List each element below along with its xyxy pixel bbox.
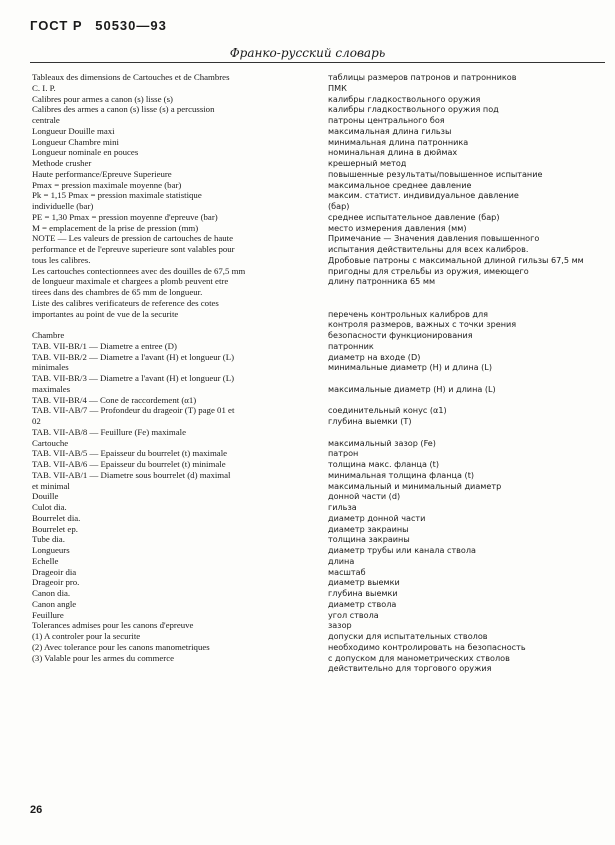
french-term-line: TAB. VII-AB/7 — Profondeur du drageoir (T) page 01 et xyxy=(32,405,235,416)
russian-term-line: толщина закраины xyxy=(328,534,410,545)
russian-term-line: действительно для торгового оружия xyxy=(328,663,492,674)
french-term-line: Longueur nominale en pouces xyxy=(32,147,139,158)
french-term-line: Chambre xyxy=(32,330,65,340)
russian-term-line: донной части (d) xyxy=(328,491,401,502)
russian-term-line: угол ствола xyxy=(328,609,379,620)
french-term-line: Pmax = pression maximale moyenne (bar) xyxy=(32,179,182,190)
french-term-line: Drageoir pro. xyxy=(32,577,80,588)
russian-term-line: масштаб xyxy=(328,566,366,577)
russian-term-line: максимальная длина гильзы xyxy=(328,125,452,136)
russian-term-line: таблицы размеров патронов и патронников xyxy=(328,72,517,82)
russian-term-line: глубина выемки xyxy=(328,588,398,598)
russian-term-line xyxy=(328,395,608,406)
russian-term-line: допуски для испытательных стволов xyxy=(328,631,488,641)
french-term-line: tirees dans des chambres de 65 mm de longueur. xyxy=(32,287,203,297)
french-term-line: de longueur maximale et chargees a plomb peuvent etre xyxy=(32,276,229,287)
french-term-line: importantes au point de vue de la securite xyxy=(32,308,179,319)
russian-term-line: контроля размеров, важных с точки зрения xyxy=(328,319,517,330)
russian-term-line: необходимо контролировать на безопасность xyxy=(328,641,526,652)
french-term-line: individuelle (bar) xyxy=(32,201,94,211)
french-term-line: (3) Valable pour les armes du commerce xyxy=(32,652,174,663)
french-term-line: Liste des calibres verificateurs de reference des cotes xyxy=(32,297,219,308)
document-header xyxy=(30,18,175,33)
russian-term-line: минимальные диаметр (H) и длина (L) xyxy=(328,362,492,373)
russian-term-line: номинальная длина в дюймах xyxy=(328,147,458,158)
russian-term-line: крешерный метод xyxy=(328,158,407,168)
russian-term-line: минимальная толщина фланца (t) xyxy=(328,469,475,480)
russian-term-line: диаметр на входе (D) xyxy=(328,351,421,362)
russian-term-line: с допуском для манометрических стволов xyxy=(328,652,510,663)
russian-term-line: патроны центрального боя xyxy=(328,115,445,125)
french-term-line: Calibres pour armes a canon (s) lisse (s) xyxy=(32,93,173,104)
russian-term-line: толщина макс. фланца (t) xyxy=(328,459,439,469)
russian-term-line: повышенные результаты/повышенное испытание xyxy=(328,168,543,179)
french-term-line: Feuillure xyxy=(32,609,64,620)
russian-term-line: глубина выемки (T) xyxy=(328,416,412,426)
french-term-line: TAB. VII-AB/8 — Feuillure (Fe) maximale xyxy=(32,426,187,437)
russian-term-line xyxy=(328,373,608,384)
french-term-line: Douille xyxy=(32,491,59,502)
french-term-line: Tableaux des dimensions de Cartouches et de Chambres xyxy=(32,72,230,82)
russian-term-line: диаметр выемки xyxy=(328,577,400,588)
russian-term-line xyxy=(328,427,608,438)
page-number: 26 xyxy=(30,804,43,816)
french-term-line: (2) Avec tolerance pour les canons manometriques xyxy=(32,641,210,652)
russian-term-line: диаметр закраины xyxy=(328,523,409,534)
french-column xyxy=(32,72,300,663)
standard-number: 50530—93 xyxy=(95,18,167,33)
french-term-line: TAB. VII-AB/1 — Diametre sous bourrelet (d) maximal xyxy=(32,469,231,480)
french-term-line: Methode crusher xyxy=(32,158,92,168)
french-term-line: maximales xyxy=(32,383,71,394)
russian-term-line: максимальное среднее давление xyxy=(328,179,472,190)
french-term-line: TAB. VII-AB/5 — Epaisseur du bourrelet (t) maximale xyxy=(32,448,228,459)
russian-column xyxy=(328,72,608,674)
french-term-line: Calibres des armes a canon (s) lisse (s) a percussion xyxy=(32,104,215,115)
french-term-line: tous les calibres. xyxy=(32,254,91,265)
french-term-line: TAB. VII-BR/2 — Diametre a l'avant (H) et longueur (L) xyxy=(32,351,235,362)
russian-term-line: минимальная длина патронника xyxy=(328,136,469,147)
french-term-line: PE = 1,30 Pmax = pression moyenne d'epreuve (bar) xyxy=(32,211,218,222)
russian-term-line: максимальный и минимальный диаметр xyxy=(328,480,502,491)
russian-term-line: Дробовые патроны с максимальной длиной гильзы 67,5 мм xyxy=(328,254,584,265)
russian-term-line xyxy=(328,287,608,298)
french-term-line: 02 xyxy=(32,416,41,426)
french-term-line: Bourrelet dia. xyxy=(32,512,81,523)
russian-term-line: длину патронника 65 мм xyxy=(328,276,436,287)
russian-term-line: (бар) xyxy=(328,201,350,211)
french-term-line: TAB. VII-BR/1 — Diametre a entree (D) xyxy=(32,340,177,351)
russian-term-line: диаметр ствола xyxy=(328,598,397,609)
french-term-line: Longueurs xyxy=(32,545,70,555)
russian-term-line: максим. статист. индивидуальное давление xyxy=(328,190,519,201)
russian-term-line: калибры гладкоствольного оружия под xyxy=(328,104,499,115)
russian-term-line: пригодны для стрельбы из оружия, имеющего xyxy=(328,265,529,276)
french-term-line: TAB. VII-BR/4 — Cone de raccordement (α1) xyxy=(32,394,197,405)
french-term-line: Longueur Douille maxi xyxy=(32,125,115,136)
french-term-line: TAB. VII-AB/6 — Epaisseur du bourrelet (t) minimale xyxy=(32,459,226,469)
french-term-line: Les cartouches contectionnees avec des douilles de 67,5 mm xyxy=(32,265,246,276)
french-term-line: et minimal xyxy=(32,480,70,491)
french-term-line: Drageoir dia xyxy=(32,566,77,577)
russian-term-line: Примечание — Значения давления повышенного xyxy=(328,233,540,244)
french-term-line: minimales xyxy=(32,362,69,373)
russian-term-line: безопасности функционирования xyxy=(328,330,473,340)
french-term-line: Longueur Chambre mini xyxy=(32,136,119,147)
french-term-line: TAB. VII-BR/3 — Diametre a l'avant (H) et longueur (L) xyxy=(32,373,235,383)
french-term-line: Echelle xyxy=(32,555,59,566)
russian-term-line: патронник xyxy=(328,340,374,351)
french-term-line: Canon angle xyxy=(32,598,77,609)
section-title: Франко-русский словарь xyxy=(229,46,386,60)
french-term-line: Culot dia. xyxy=(32,502,67,512)
french-term-line: Canon dia. xyxy=(32,588,71,598)
russian-term-line: зазор xyxy=(328,620,352,631)
russian-term-line: длина xyxy=(328,555,355,566)
french-term-line: Haute performance/Epreuve Superieure xyxy=(32,168,172,179)
russian-term-line: перечень контрольных калибров для xyxy=(328,308,489,319)
french-term-line xyxy=(32,319,300,330)
french-term-line: Bourrelet ep. xyxy=(32,523,78,534)
russian-term-line: максимальные диаметр (H) и длина (L) xyxy=(328,383,496,394)
french-term-line: Pk = 1,15 Pmax = pression maximale statistique xyxy=(32,190,202,201)
russian-term-line: испытания действительны для всех калибров. xyxy=(328,244,529,254)
french-term-line: C. I. P. xyxy=(32,82,56,93)
french-term-line: Tolerances admises pour les canons d'epreuve xyxy=(32,620,194,631)
header-divider xyxy=(30,62,605,63)
russian-term-line: диаметр трубы или канала ствола xyxy=(328,545,477,555)
french-term-line: centrale xyxy=(32,115,60,125)
russian-term-line: калибры гладкоствольного оружия xyxy=(328,93,481,104)
french-term-line: Tube dia. xyxy=(32,534,65,545)
russian-term-line: место измерения давления (мм) xyxy=(328,222,467,233)
french-term-line: NOTE — Les valeurs de pression de cartouches de haute xyxy=(32,233,234,244)
french-term-line: Cartouche xyxy=(32,437,69,448)
french-term-line: performance et de l'epreuve superieure sont valables pour xyxy=(32,244,235,254)
russian-term-line xyxy=(328,298,608,309)
russian-term-line: патрон xyxy=(328,448,359,459)
french-term-line: (1) A controler pour la securite xyxy=(32,631,141,641)
russian-term-line: максимальный зазор (Fe) xyxy=(328,437,436,448)
russian-term-line: диаметр донной части xyxy=(328,512,426,523)
russian-term-line: ПМК xyxy=(328,82,347,93)
russian-term-line: соединительный конус (α1) xyxy=(328,405,447,416)
russian-term-line: среднее испытательное давление (бар) xyxy=(328,211,500,222)
standard-label: ГОСТ Р xyxy=(30,18,83,33)
french-term-line: M = emplacement de la prise de pression (mm) xyxy=(32,222,199,233)
russian-term-line: гильза xyxy=(328,502,357,512)
